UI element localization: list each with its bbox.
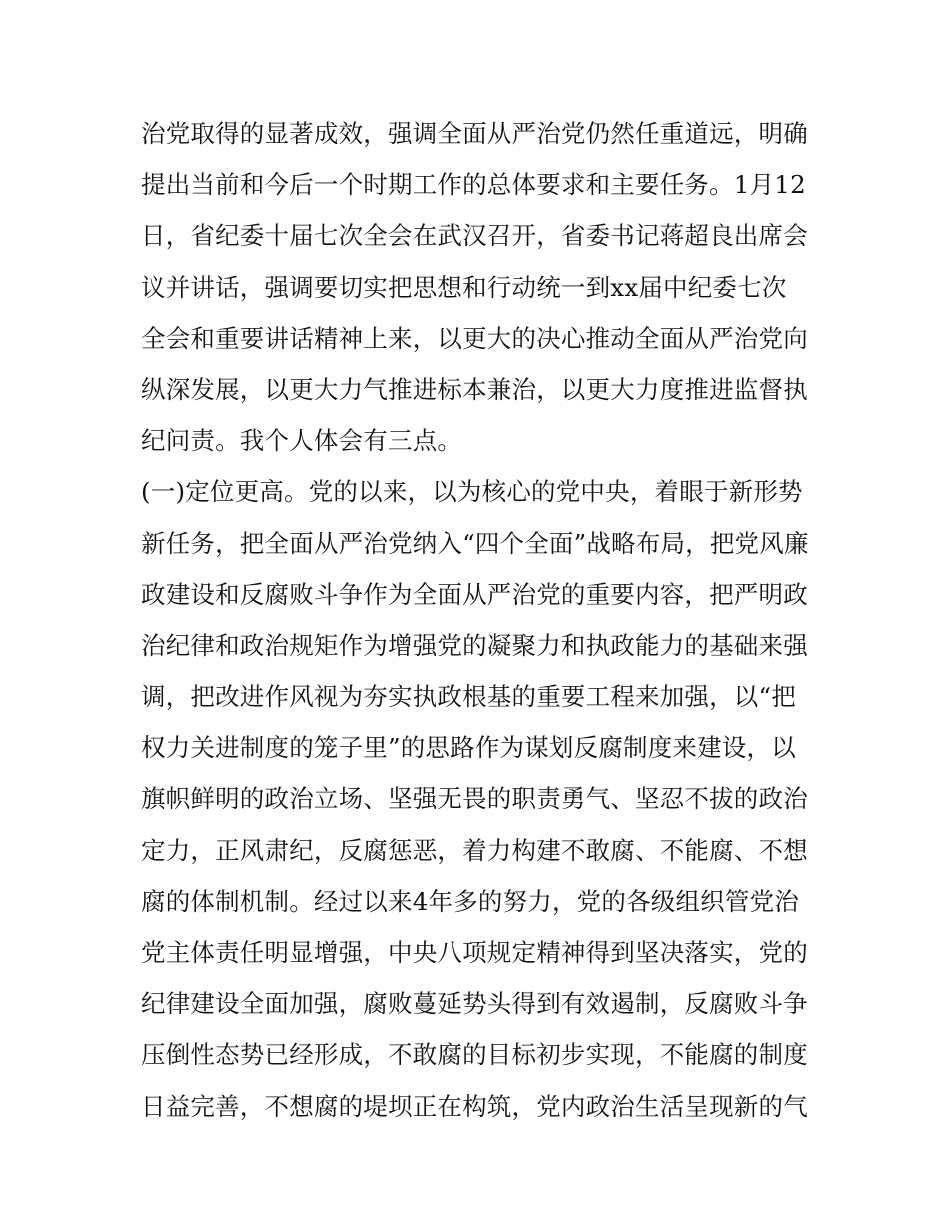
body-text bbox=[141, 108, 821, 1132]
text-line: 政建设和反腐败斗争作为全面从严治党的重要内容，把严明政 bbox=[141, 579, 808, 609]
text-line: 定力，正风肃纪，反腐惩恶，着力构建不敢腐、不能腐、不想 bbox=[141, 835, 808, 865]
text-line: 党主体责任明显增强，中央八项规定精神得到坚决落实，党的 bbox=[141, 938, 808, 967]
text-line: 调，把改进作风视为夯实执政根基的重要工程来加强，以“把 bbox=[141, 682, 796, 712]
text-line: 旗帜鲜明的政治立场、坚强无畏的职责勇气、坚忍不拔的政治 bbox=[141, 784, 808, 814]
section-heading-line: (一)定位更高。党的以来，以为核心的党中央，着眼于新形势 bbox=[141, 477, 803, 507]
text-line: 治党取得的显著成效，强调全面从严治党仍然任重道远，明确 bbox=[141, 119, 808, 148]
text-line: 议并讲话，强调要切实把思想和行动统一到xx届中纪委七次 bbox=[141, 272, 787, 302]
text-line: 纵深发展，以更大力气推进标本兼治，以更大力度推进监督执 bbox=[141, 374, 808, 404]
text-line: 提出当前和今后一个时期工作的总体要求和主要任务。1月12 bbox=[141, 170, 806, 200]
text-line: 日，省纪委十届七次全会在武汉召开，省委书记蒋超良出席会 bbox=[141, 221, 808, 251]
text-line: 腐的体制机制。经过以来4年多的努力，党的各级组织管党治 bbox=[141, 886, 799, 916]
text-line: 纪律建设全面加强，腐败蔓延势头得到有效遏制，反腐败斗争 bbox=[141, 989, 808, 1019]
text-line: 日益完善，不想腐的堤坝正在构筑，党内政治生活呈现新的气 bbox=[141, 1091, 808, 1121]
text-line: 权力关进制度的笼子里”的思路作为谋划反腐制度来建设，以 bbox=[141, 733, 796, 763]
text-line: 全会和重要讲话精神上来，以更大的决心推动全面从严治党向 bbox=[141, 323, 808, 353]
text-line: 压倒性态势已经形成，不敢腐的目标初步实现，不能腐的制度 bbox=[141, 1040, 808, 1070]
text-line: 新任务，把全面从严治党纳入“四个全面”战略布局，把党风廉 bbox=[141, 528, 809, 558]
text-line: 纪问责。我个人体会有三点。 bbox=[141, 426, 463, 456]
text-line: 治纪律和政治规矩作为增强党的凝聚力和执政能力的基础来强 bbox=[141, 630, 808, 660]
